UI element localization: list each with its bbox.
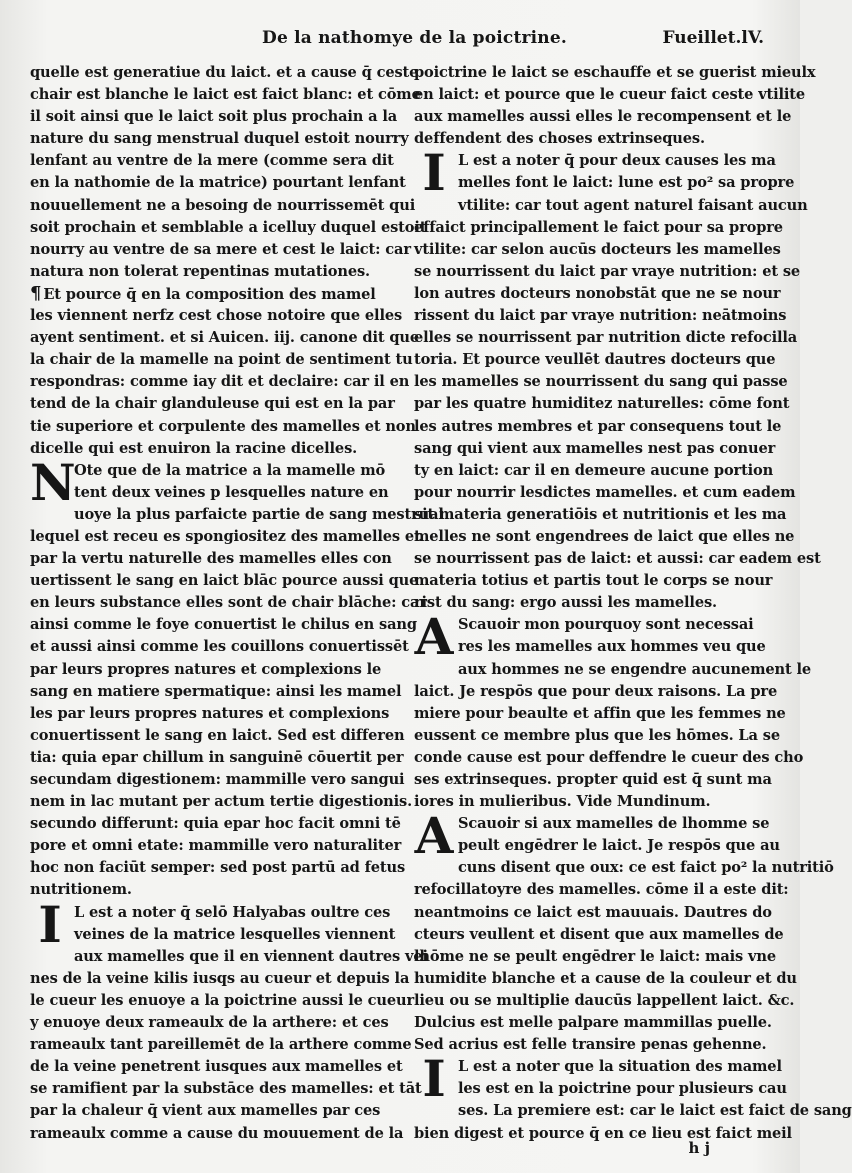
text-line: iores in mulieribus. Vide Mundinum. xyxy=(414,793,711,811)
text-line: par les quatre humiditez naturelles: cōme font xyxy=(414,395,790,413)
text-line: uertissent le sang en laict blāc pource aussi que xyxy=(30,572,419,590)
drop-initial: A xyxy=(414,806,454,866)
text-line: melles font le laict: lune est po² sa propre xyxy=(458,174,795,192)
text-line: uoye la plus parfaicte partie de sang mestrual xyxy=(74,505,444,523)
text-line: Sed acrius est felle transire penas gehenne. xyxy=(414,1036,767,1054)
text-line: les par leurs propres natures et complexions xyxy=(30,704,390,722)
text-line: il soit ainsi que le laict soit plus prochain a la xyxy=(30,108,398,126)
left-paragraph-1 xyxy=(30,62,427,283)
text-line: lieu ou se multiplie daucūs lappellent laict. &c. xyxy=(414,991,795,1009)
text-line: ses extrinseques. propter quid est q̄ sunt ma xyxy=(414,771,772,788)
text-line: aux hommes ne se engendre aucunement le xyxy=(458,660,812,678)
right-column xyxy=(414,62,852,1145)
text-line: lenfant au ventre de la mere (comme sera dit xyxy=(30,152,394,170)
drop-initial: I xyxy=(38,894,62,954)
text-line: secundo differunt: quia epar hoc facit omni tē xyxy=(30,815,401,833)
text-line: ayent sentiment. et si Auicen. iij. canone dit que xyxy=(30,329,420,347)
text-line: chair est blanche le laict est faict blanc: et cōme xyxy=(30,86,421,104)
text-line: les autres membres et par consequens tout le xyxy=(414,417,782,435)
text-line: aux mamelles que il en viennent dautres vei xyxy=(74,947,428,965)
text-line: natura non tolerat repentinas mutationes. xyxy=(30,262,370,280)
text-line: res les mamelles aux hommes veu que xyxy=(458,638,766,656)
text-line: lequel est receu es spongiositez des mamelles et xyxy=(30,527,421,545)
text-line: vtilite: car selon aucūs docteurs les mamelles xyxy=(414,240,781,258)
text-line: les mamelles se nourrissent du sang qui passe xyxy=(414,373,788,391)
text-line: refocillatoyre des mamelles. cōme il a este dit: xyxy=(414,881,789,899)
right-paragraph-3 xyxy=(414,607,812,813)
text-line: se nourrissent du laict par vraye nutrition: et se xyxy=(414,262,801,280)
text-line: en leurs substance elles sont de chair blāche: car xyxy=(30,594,427,612)
text-line: Dulcius est melle palpare mammillas puelle. xyxy=(414,1014,772,1032)
text-line: se ramifient par la substāce des mamelles: et tāt xyxy=(30,1080,422,1098)
text-line: les est en la poictrine pour plusieurs cau xyxy=(458,1080,787,1098)
text-line: vtilite: car tout agent naturel faisant aucun xyxy=(458,196,808,214)
text-line: rameaulx comme a cause du mouuement de la xyxy=(30,1124,404,1142)
text-line: nature du sang menstrual duquel estoit nourry xyxy=(30,130,409,148)
left-column xyxy=(30,62,444,1145)
text-line: y enuoye deux rameaulx de la arthere: et ces xyxy=(30,1014,389,1032)
right-paragraph-1 xyxy=(414,62,816,150)
text-line: nouuellement ne a besoing de nourrissemēt qui xyxy=(30,196,416,214)
text-line: par la chaleur q̄ vient aux mamelles par ces xyxy=(30,1102,381,1120)
left-paragraph-2 xyxy=(30,282,420,460)
text-line: rissent du laict par vraye nutrition: neātmoins xyxy=(414,307,787,325)
text-line: rameaulx tant pareillemēt de la arthere comme xyxy=(30,1036,412,1054)
drop-initial: A xyxy=(414,607,454,667)
text-line: L est a noter q̄ selō Halyabas oultre ces xyxy=(74,903,391,921)
text-line: rist du sang: ergo aussi les mamelles. xyxy=(414,594,717,612)
text-line: miere pour beaulte et affin que les femmes ne xyxy=(414,704,786,722)
pilcrow-mark: ¶ xyxy=(30,282,42,304)
text-line: lhōme ne se peult engēdrer le laict: mais vne xyxy=(414,947,776,965)
text-line: humidite blanche et a cause de la couleur et du xyxy=(414,969,797,987)
text-line: tent deux veines p lesquelles nature en xyxy=(74,483,389,501)
running-head xyxy=(0,26,800,56)
text-line: ty en laict: car il en demeure aucune portion xyxy=(414,461,774,479)
text-line: conde cause est pour deffendre le cueur des cho xyxy=(414,748,804,766)
drop-initial: N xyxy=(30,452,76,512)
right-paragraph-2 xyxy=(414,143,821,614)
drop-initial: I xyxy=(422,143,446,203)
text-line: ainsi comme le foye conuertist le chilus en sang xyxy=(30,616,417,634)
text-line: de la veine penetrent iusques aux mamelles et xyxy=(30,1058,403,1076)
text-line: et aussi ainsi comme les couillons conuertissēt xyxy=(30,638,409,656)
text-line: cuns disent que oux: ce est faict po² la nutritiō xyxy=(458,859,834,877)
text-line: la chair de la mamelle na point de sentiment tu xyxy=(30,351,413,369)
text-line: laict. Je respōs que pour deux raisons. La pre xyxy=(414,682,778,700)
text-line: secundam digestionem: mammille vero sangui xyxy=(30,771,405,788)
text-line: L est a noter que la situation des mamel xyxy=(458,1058,782,1076)
text-line: tie superiore et corpulente des mamelles et non xyxy=(30,417,416,435)
text-line: soit prochain et semblable a icelluy duquel estoit xyxy=(30,218,427,236)
text-line: ses. La premiere est: car le laict est faict de sang xyxy=(458,1102,852,1120)
text-line: eussent ce membre plus que les hōmes. La se xyxy=(414,726,780,744)
text-line: veines de la matrice lesquelles viennent xyxy=(74,925,396,943)
text-line: Et pource q̄ en la composition des mamel xyxy=(43,285,376,303)
left-paragraph-3 xyxy=(30,452,444,902)
text-line: conuertissent le sang en laict. Sed est differen xyxy=(30,726,405,744)
signature-mark: h j xyxy=(688,1139,710,1157)
text-line: L est a noter q̄ pour deux causes les ma xyxy=(458,152,776,170)
text-line: nourry au ventre de sa mere et cest le laict: car xyxy=(30,240,411,258)
text-line: par leurs propres natures et complexions le xyxy=(30,660,382,678)
text-line: le cueur les enuoye a la poictrine aussi le cueur xyxy=(30,991,414,1009)
text-line: pour nourrir lesdictes mamelles. et cum eadem xyxy=(414,483,796,501)
text-line: deffendent des choses extrinseques. xyxy=(414,130,705,148)
text-line: poictrine le laict se eschauffe et se guerist mieulx xyxy=(414,64,816,81)
text-line: neantmoins ce laict est mauuais. Dautres do xyxy=(414,903,772,921)
text-line: tend de la chair glanduleuse qui est en la par xyxy=(30,395,395,413)
text-line: sit materia generatiōis et nutritionis et les ma xyxy=(414,505,787,523)
text-line: Scauoir si aux mamelles de lhomme se xyxy=(458,815,770,833)
text-line: hoc non faciūt semper: sed post partū ad fetus xyxy=(30,859,406,877)
right-paragraph-5 xyxy=(414,1049,852,1144)
text-line: en la nathomie de la matrice) pourtant lenfant xyxy=(30,174,406,192)
running-title: De la nathomye de la poictrine. xyxy=(262,28,568,48)
text-line: nem in lac mutant per actum tertie digestionis. xyxy=(30,793,413,811)
text-line: Scauoir mon pourquoy sont necessai xyxy=(458,616,754,634)
text-line: nes de la veine kilis iusqs au cueur et depuis la xyxy=(30,969,410,987)
text-line: les viennent nerfz cest chose notoire que elles xyxy=(30,307,403,325)
text-line: peult engēdrer le laict. Je respōs que au xyxy=(458,837,780,855)
text-line: lon autres docteurs nonobstāt que ne se nour xyxy=(414,284,781,302)
text-line: cteurs veullent et disent que aux mamelles de xyxy=(414,925,784,943)
text-line: se nourrissent pas de laict: et aussi: car eadem est xyxy=(414,550,821,568)
folio-number: Fueillet.lV. xyxy=(662,28,764,48)
text-line: toria. Et pource veullēt dautres docteurs que xyxy=(414,351,776,369)
text-line: en laict: et pource que le cueur faict ceste vtilite xyxy=(414,86,806,104)
text-line: respondras: comme iay dit et declaire: car il en xyxy=(30,373,410,391)
text-line: effaict principallement le faict pour sa propre xyxy=(414,218,783,236)
left-paragraph-4 xyxy=(30,894,428,1145)
text-line: materia totius et partis tout le corps se nour xyxy=(414,572,773,590)
text-line: aux mamelles aussi elles le recompensent et le xyxy=(414,108,792,126)
text-line: bien digest et pource q̄ en ce lieu est faict meil xyxy=(414,1124,792,1142)
text-line: par la vertu naturelle des mamelles elles con xyxy=(30,550,392,568)
text-line: sang en matiere spermatique: ainsi les mamel xyxy=(30,682,402,700)
text-line: dicelle qui est enuiron la racine dicelles. xyxy=(30,439,358,457)
text-line: quelle est generatiue du laict. et a cause q̄ ceste xyxy=(30,64,419,81)
text-line: pore et omni etate: mammille vero naturaliter xyxy=(30,837,402,855)
text-line: melles ne sont engendrees de laict que elles ne xyxy=(414,527,795,545)
text-line: nutritionem. xyxy=(30,881,132,899)
text-line: sang qui vient aux mamelles nest pas conuer xyxy=(414,439,776,457)
text-line: tia: quia epar chillum in sanguinē cōuertit per xyxy=(30,748,404,766)
right-paragraph-4 xyxy=(414,806,834,1056)
text-line: elles se nourrissent par nutrition dicte refocilla xyxy=(414,329,798,347)
drop-initial: I xyxy=(422,1049,446,1109)
text-line: Ote que de la matrice a la mamelle mō xyxy=(74,461,386,479)
